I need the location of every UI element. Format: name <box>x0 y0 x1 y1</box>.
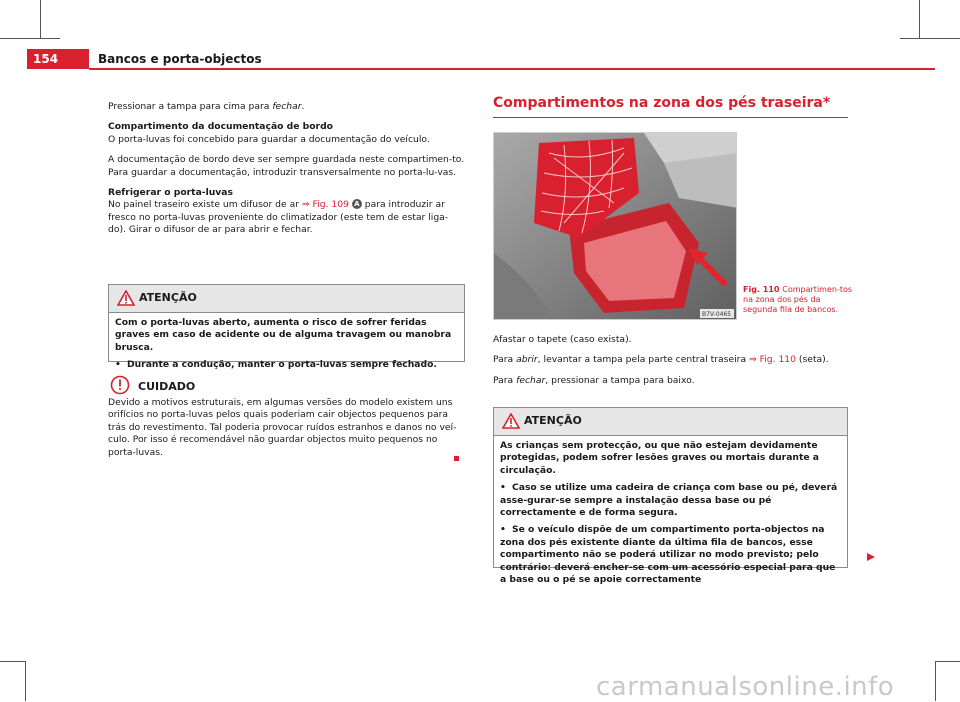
page-number: 154 <box>27 49 89 69</box>
warning-box <box>493 407 848 586</box>
figure-link[interactable]: ⇒ Fig. 110 <box>749 354 796 366</box>
header-rule <box>89 68 935 70</box>
section-rule <box>493 117 848 118</box>
crop-mark <box>935 661 936 701</box>
crop-mark <box>935 661 960 662</box>
bullet-icon: • <box>500 524 506 536</box>
warning-icon <box>117 290 135 306</box>
subheading: Refrigerar o porta-luvas <box>108 187 233 199</box>
subheading: Compartimento da documentação de bordo <box>108 121 333 133</box>
figure-110 <box>493 132 737 320</box>
bullet-icon: • <box>500 482 506 494</box>
figure-link[interactable]: ⇒ Fig. 109 <box>301 199 349 211</box>
warning-box <box>108 284 465 371</box>
caution-text: Devido a motivos estruturais, em algumas versões do modelo existem uns orifícios no porta-luvas pelos quais poderiam cair objectos pequenos para trás do revestimento. Tal poderia provocar ruídos estranhos e danos no veí-culo. Por isso é recomendável não guardar objectos muito pequenos no porta-luvas. <box>108 397 457 458</box>
crop-mark <box>919 0 920 38</box>
figure-caption: Fig. 110 Compartimen-tos na zona dos pés da segunda fila de bancos. <box>743 285 853 314</box>
marker-a: A <box>352 199 362 209</box>
warning-title: ATENÇÃO <box>139 291 197 304</box>
watermark: carmanualsonline.info <box>596 672 895 702</box>
bullet-icon: • <box>115 359 121 371</box>
warning-title: ATENÇÃO <box>524 414 582 427</box>
right-column <box>493 334 848 395</box>
crop-mark <box>900 38 960 39</box>
crop-mark <box>25 661 26 701</box>
paragraph: Afastar o tapete (caso exista). <box>493 334 632 345</box>
warning-header <box>109 285 464 313</box>
paragraph: No painel traseiro existe um difusor de ar ⇒ Fig. 109 A para introduzir ar fresco no porta-luvas proveniente do climatizador (este tem de estar liga-do). Girar o difusor de ar para abrir e fechar. <box>108 199 449 236</box>
figure-code: B7V-0465 <box>702 311 732 318</box>
paragraph: O porta-luvas foi concebido para guardar a documentação do veículo. <box>108 133 430 145</box>
caution-icon <box>110 375 130 395</box>
warning-header <box>494 408 847 436</box>
paragraph: Pressionar a tampa para cima para fechar. <box>108 101 305 112</box>
section-title: Compartimentos na zona dos pés traseira* <box>493 95 831 111</box>
left-column <box>108 101 465 245</box>
footwell-compartment-image <box>494 133 737 320</box>
caution-title: CUIDADO <box>138 380 196 393</box>
crop-mark <box>40 0 41 38</box>
crop-mark <box>0 38 60 39</box>
warning-body: Com o porta-luvas aberto, aumenta o risco de sofrer feridas graves em caso de acidente ou de alguma travagem ou manobra brusca. • Durante a condução, manter o porta-luvas sempre fechado. <box>115 317 452 371</box>
warning-icon <box>502 413 520 429</box>
crop-mark <box>0 661 25 662</box>
end-marker <box>454 456 459 461</box>
paragraph: A documentação de bordo deve ser sempre guardada neste compartimen-to. Para guardar a documentação, introduzir transversalmente no porta-lu-vas. <box>108 154 465 178</box>
paragraph: Para abrir, levantar a tampa pela parte central traseira ⇒ Fig. 110 (seta). <box>493 354 829 366</box>
warning-body: As crianças sem protecção, ou que não estejam devidamente protegidas, podem sofrer lesões graves ou mortais durante a circulação. • Caso se utilize uma cadeira de criança com base ou pé, deverá asse-gurar-se sempre a instalação dessa base ou pé correctamente e de forma segura. • Se o veículo dispõe de um compartimento porta-objectos na zona dos pés existente diante da última fila de bancos, esse compartimento não se poderá utilizar no modo previsto; pelo contrário: deverá encher-se com um acessório especial para que a base ou o pé se apoie correctamente <box>500 440 838 586</box>
continue-arrow-icon <box>866 552 876 562</box>
running-title: Bancos e porta-objectos <box>98 52 262 66</box>
paragraph: Para fechar, pressionar a tampa para baixo. <box>493 374 695 386</box>
